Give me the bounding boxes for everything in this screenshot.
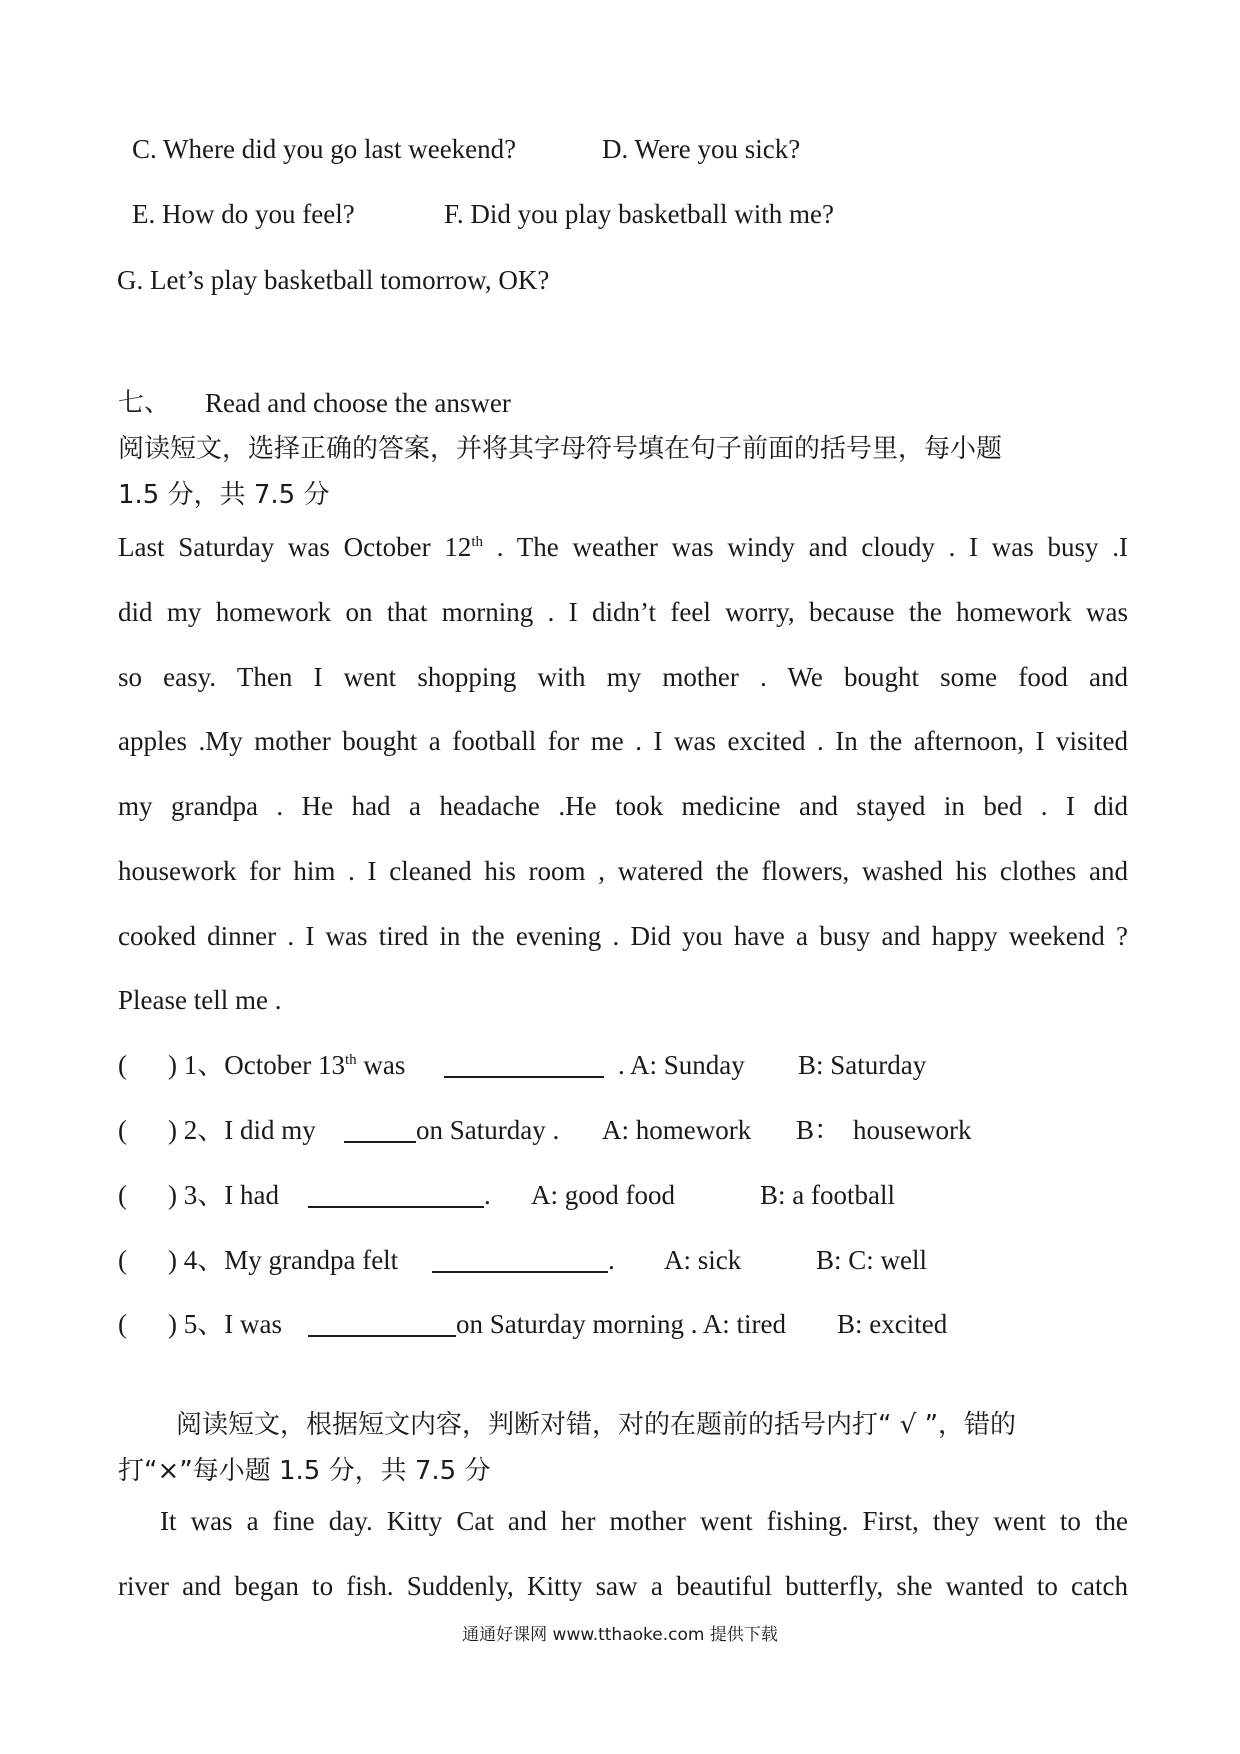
passage-line: It was a fine day. Kitty Cat and her mother went fishing. First, they went to the	[160, 1506, 1128, 1536]
passage-line: housework for him . I cleaned his room , watered the flowers, washed his clothes and	[118, 856, 1128, 886]
answer-paren[interactable]: (	[118, 1309, 127, 1339]
option-a: . A: Sunday	[618, 1050, 745, 1080]
option-b: B: a football	[760, 1180, 895, 1210]
answer-paren[interactable]: (	[118, 1050, 127, 1080]
option-f: F. Did you play basketball with me?	[444, 199, 835, 229]
option-e: E. How do you feel?	[132, 199, 355, 229]
passage-line: river and began to fish. Suddenly, Kitty saw a beautiful butterfly, she wanted to catch	[118, 1571, 1128, 1601]
question-text: ) 5、I was	[168, 1309, 282, 1339]
option-b: B: excited	[837, 1309, 948, 1339]
answer-paren[interactable]: (	[118, 1115, 127, 1145]
passage-line: Please tell me .	[118, 985, 282, 1015]
answer-blank[interactable]	[432, 1249, 608, 1273]
question-text: ) 2、I did my	[168, 1115, 316, 1145]
section-7-instruction: 阅读短文，选择正确的答案，并将其字母符号填在句子前面的括号里，每小题	[118, 434, 1003, 464]
answer-blank[interactable]	[344, 1119, 416, 1143]
answer-paren[interactable]: (	[118, 1180, 127, 1210]
option-b: B：	[796, 1115, 842, 1145]
option-a: A: sick	[664, 1245, 742, 1275]
section-8-instruction: 阅读短文，根据短文内容，判断对错，对的在题前的括号内打“ √ ”，错的	[176, 1410, 1017, 1440]
question-after: .	[608, 1245, 615, 1275]
option-a: A: good food	[531, 1180, 675, 1210]
option-a: A: homework	[602, 1115, 752, 1145]
passage-line: so easy. Then I went shopping with my mother . We bought some food and	[118, 662, 1128, 692]
answer-blank[interactable]	[444, 1054, 604, 1078]
option-b: B: Saturday	[798, 1050, 927, 1080]
answer-paren[interactable]: (	[118, 1245, 127, 1275]
passage-line: my grandpa . He had a headache .He took medicine and stayed in bed . I did	[118, 791, 1128, 821]
question-after: .	[484, 1180, 491, 1210]
option-g: G. Let’s play basketball tomorrow, OK?	[117, 265, 550, 295]
passage-line: did my homework on that morning . I didn’t feel worry, because the homework was	[118, 597, 1128, 627]
question-text: ) 3、I had	[168, 1180, 279, 1210]
answer-blank[interactable]	[308, 1313, 456, 1337]
section-7-instruction-score: 1.5 分，共 7.5 分	[118, 480, 330, 510]
section-8-instruction-score: 打“×”每小题 1.5 分，共 7.5 分	[118, 1456, 491, 1486]
passage-line: cooked dinner . I was tired in the evening . Did you have a busy and happy weekend ?	[118, 921, 1128, 951]
question-after: on Saturday morning . A: tired	[456, 1309, 786, 1339]
section-7-title: Read and choose the answer	[205, 388, 511, 418]
option-b-text: housework	[853, 1115, 972, 1145]
option-d: D. Were you sick?	[602, 134, 801, 164]
question-after: on Saturday .	[416, 1115, 560, 1145]
question-text: ) 1、October 13	[168, 1050, 345, 1080]
answer-blank[interactable]	[308, 1184, 484, 1208]
section-7-number: 七、	[118, 388, 171, 418]
option-c: C. Where did you go last weekend?	[132, 134, 517, 164]
passage-line: Last Saturday was October 12th . The weather was windy and cloudy . I was busy .I	[118, 532, 1128, 562]
passage-line: apples .My mother bought a football for me . I was excited . In the afternoon, I visited	[118, 726, 1128, 756]
footer-credit: 通通好课网 www.tthaoke.com 提供下载	[462, 1625, 778, 1645]
question-text: ) 4、My grandpa felt	[168, 1245, 399, 1275]
option-b: B: C: well	[816, 1245, 928, 1275]
